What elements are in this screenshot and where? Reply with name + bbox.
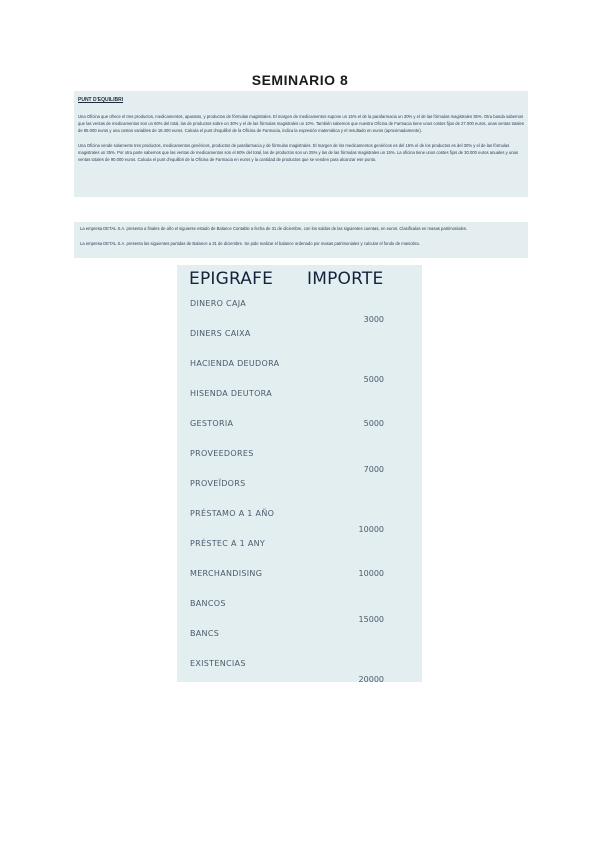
notes-box: [74, 222, 528, 258]
exercise-paragraph-2: Una Oficina vende solamente tres productos, medicamentos genéricos, productos de parafarmacia y de fórmulas magistrales. El margen de los medicamentos genéricos es del 15% el de los productos es del 30% y el de las fórmulas magistrales un 35%. Por otra parte sabemos que las ventas de medicamentos son el 60% del total, las de productos son un 25% y las de las fórmulas magistrales un 15%. La oficina tiene unos costes fijos de 30.000 euros anuales y unas ventas totales de 90.000 euros. Calcula el punt d'equilibri de la Oficina de Farmacia en euros y la cantidad de productos que se venden para alcanzar ese punto.: [78, 143, 518, 162]
row-amount: 10000: [358, 569, 384, 578]
column-header-epigrafe: EPIGRAFE: [189, 269, 274, 289]
row-amount: 5000: [363, 375, 384, 384]
row-label: DINERO CAJA: [190, 299, 247, 308]
table-row: [177, 507, 422, 567]
table-row: [177, 447, 422, 507]
page-title: SEMINARIO 8: [251, 72, 349, 88]
row-label: GESTORIA: [190, 419, 234, 428]
row-label: MERCHANDISING: [190, 569, 263, 578]
table-row: [177, 657, 422, 682]
row-label-translation: BANCS: [190, 629, 220, 638]
row-label-translation: PROVEÏDORS: [190, 479, 246, 488]
row-amount: 20000: [358, 675, 384, 682]
row-label-translation: HISENDA DEUTORA: [190, 389, 272, 398]
row-amount: 15000: [358, 615, 384, 624]
exercise-paragraph-1: Una Oficina que ofrece el tres productos, medicamentos, aparatos, y productos de fórmulas magistrales. El margen de medicamentos supone un 15% el de la parafarmacia un 30% y el de las fórmulas magistrales 35%. Otra banda sabemos que las ventas de medicamentos son un 60% del total, las de productos sobre un 30% y el de las fórmulas magistrales un 10%. También sabemos que nuestra Oficina de Farmacia tiene unos costos fijos de 27.000 euros, unas ventas totales de 85.000 euros y una costos variables de 18.400 euros. Calcula el punt d'equilibri de la Oficina de Farmacia, indica la expresión matemática y el resultado en euros (aproximadamente).: [78, 114, 524, 133]
notes-paragraph-2: La empresa DETAL S.A. presenta las siguientes partidas de Balance a 31 de diciembre. Se pide realizar el balance ordenado por masas patrimoniales y calcular el fondo de maniobra.: [80, 241, 420, 246]
row-label-translation: DINERS CAIXA: [190, 329, 251, 338]
exercise-heading: PUNT D'EQUILIBRI: [78, 97, 124, 103]
row-label: BANCOS: [190, 599, 226, 608]
row-label: PROVEEDORES: [190, 449, 254, 458]
table-row: [177, 357, 422, 417]
exercise-box: [74, 91, 528, 197]
row-amount: 7000: [363, 465, 384, 474]
row-amount: 3000: [363, 315, 384, 324]
row-amount: 5000: [363, 419, 384, 428]
row-label-translation: PRÉSTEC A 1 ANY: [190, 539, 266, 548]
row-label: EXISTENCIAS: [190, 659, 246, 668]
column-header-importe: IMPORTE: [307, 269, 384, 289]
table-row: [177, 597, 422, 657]
table-row: [177, 417, 422, 447]
balance-table: [177, 265, 422, 682]
table-row: [177, 567, 422, 597]
table-rows: [177, 297, 422, 682]
row-label: HACIENDA DEUDORA: [190, 359, 280, 368]
notes-paragraph-1: La empresa DETAL S.A. presenta a finales de año el siguiente estado de Balance Contable a fecha de 31 de diciembre, con los saldos de las siguientes cuentas, en euros. Clasificalas en masas patrimoniales.: [80, 226, 468, 231]
row-amount: 10000: [358, 525, 384, 534]
table-row: [177, 297, 422, 357]
row-label: PRÉSTAMO A 1 AÑO: [190, 509, 275, 518]
